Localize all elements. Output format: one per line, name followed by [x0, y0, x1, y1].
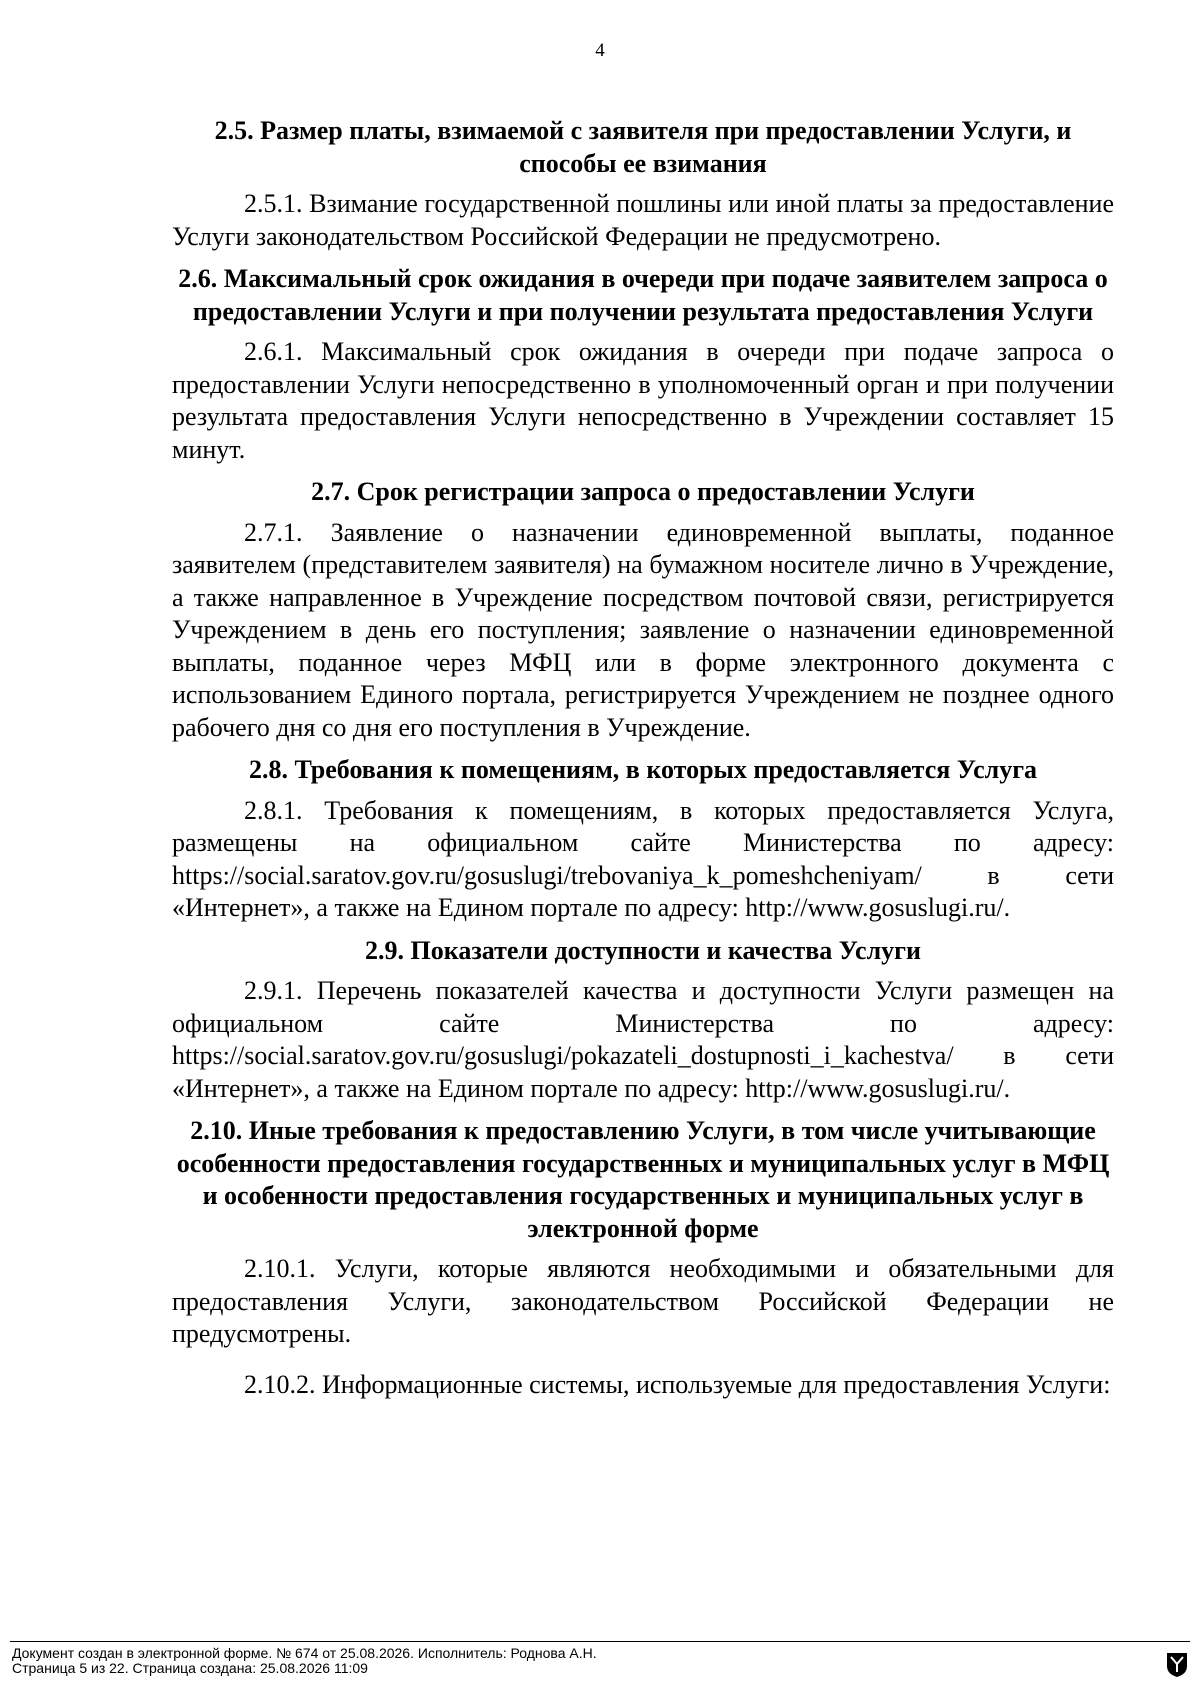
paragraph-2-10-2: 2.10.2. Информационные системы, используемые для предоставления Услуги: — [244, 1369, 1111, 1399]
footer-divider — [10, 1641, 1190, 1642]
paragraph-2-8-1: 2.8.1. Требования к помещениям, в которых предоставляется Услуга, размещены на официальном сайте Министерства по адресу: https://social.saratov.gov.ru/gosuslugi/trebovaniya_k_pomeshcheniyam/ в сети «Интернет», а также на Едином портале по адресу: http://www.gosuslugi.ru/. — [172, 795, 1114, 922]
paragraph-2-6-1: 2.6.1. Максимальный срок ожидания в очереди при подаче запроса о предоставлении Услуги непосредственно в уполномоченный орган и при получении результата предоставления Услуги непосредственно в Учреждении составляет 15 минут. — [172, 337, 1114, 464]
section-heading-2-5: 2.5. Размер платы, взимаемой с заявителя при предоставлении Услуги, и способы ее взимания — [214, 116, 1072, 178]
section-heading-2-10: 2.10. Иные требования к предоставлению Услуги, в том числе учитывающие особенности предоставления государственных и муниципальных услуг в МФЦ и особенности предоставления государственных и муниципальных услуг в электронной форме — [176, 1116, 1110, 1243]
paragraph-2-9-1: 2.9.1. Перечень показателей качества и доступности Услуги размещен на официальном сайте Министерства по адресу: https://social.saratov.gov.ru/gosuslugi/pokazateli_dostupnosti_i_kachestva/ в сети «Интернет», а также на Едином портале по адресу: http://www.gosuslugi.ru/. — [172, 976, 1114, 1103]
paragraph-2-7-1: 2.7.1. Заявление о назначении единовременной выплаты, поданное заявителем (представителем заявителя) на бумажном носителе лично в Учреждение, а также направленное в Учреждение посредством почтовой связи, регистрируется Учреждением в день его поступления; заявление о назначении единовременной выплаты, поданное через МФЦ или в форме электронного документа с использованием Единого портала, регистрируется Учреждением не позднее одного рабочего дня со дня его поступления в Учреждение. — [172, 517, 1114, 742]
document-body — [172, 115, 1114, 1411]
paragraph-2-10-1: 2.10.1. Услуги, которые являются необходимыми и обязательными для предоставления Услуги, законодательством Российской Федерации не предусмотрены. — [172, 1254, 1114, 1348]
section-heading-2-7: 2.7. Срок регистрации запроса о предоставлении Услуги — [311, 477, 975, 506]
paragraph-2-5-1: 2.5.1. Взимание государственной пошлины или иной платы за предоставление Услуги законодательством Российской Федерации не предусмотрено. — [172, 189, 1114, 251]
document-footer — [12, 1646, 597, 1676]
section-heading-2-9: 2.9. Показатели доступности и качества Услуги — [365, 935, 921, 965]
coat-of-arms-icon — [1166, 1652, 1188, 1678]
section-heading-2-6: 2.6. Максимальный срок ожидания в очереди при подаче заявителем запроса о предоставлении Услуги и при получении результата предоставления Услуги — [178, 264, 1108, 326]
page-number: 4 — [595, 40, 605, 61]
footer-line-1: Документ создан в электронной форме. № 674 от 25.08.2026. Исполнитель: Роднова А.Н. — [12, 1645, 597, 1661]
footer-line-2: Страница 5 из 22. Страница создана: 25.08.2026 11:09 — [12, 1660, 368, 1676]
section-heading-2-8: 2.8. Требования к помещениям, в которых предоставляется Услуга — [248, 755, 1038, 784]
